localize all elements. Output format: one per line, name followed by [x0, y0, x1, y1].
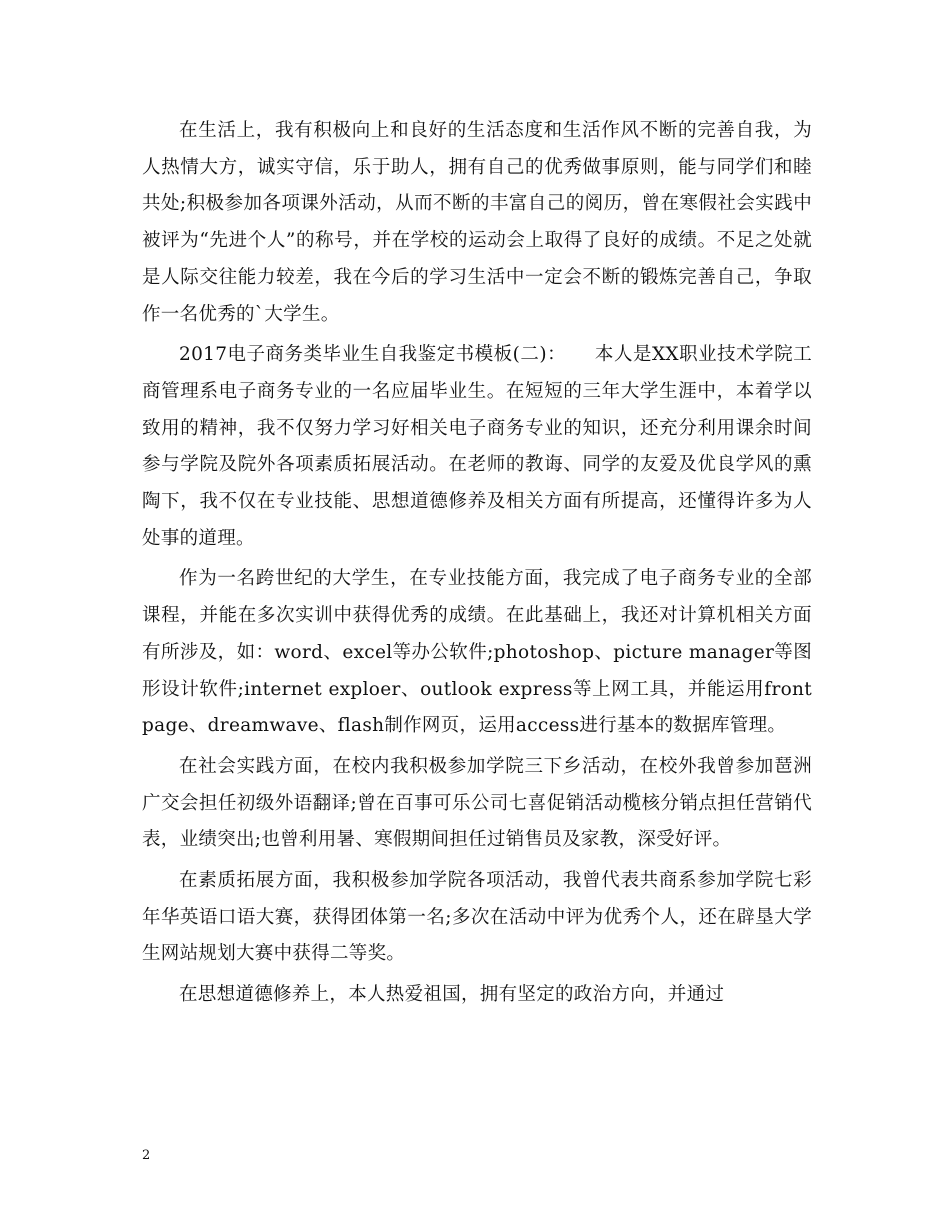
paragraph-self-appraisal-intro: 2017电子商务类毕业生自我鉴定书模板(二)： 本人是XX职业技术学院工商管理系电子商务专业的一名应届毕业生。在短短的三年大学生涯中，本着学以致用的精神，我不仅努力学习好相关电子商务专业的知识，还充分利用课余时间参与学院及院外各项素质拓展活动。在老师的教诲、同学的友爱及优良学风的熏陶下，我不仅在专业技能、思想道德修养及相关方面有所提高，还懂得许多为人处事的道理。	[142, 344, 812, 549]
paragraph-professional-skills: 作为一名跨世纪的大学生，在专业技能方面，我完成了电子商务专业的全部课程，并能在多次实训中获得优秀的成绩。在此基础上，我还对计算机相关方面有所涉及，如：word、excel等办公软件;photoshop、picture manager等图形设计软件;internet exploer、outlook express等上网工具，并能运用frontpage、dreamwave、flash制作网页，运用access进行基本的数据库管理。	[142, 568, 812, 737]
page-number: 2	[142, 1148, 151, 1163]
paragraph-social-practice: 在社会实践方面，在校内我积极参加学院三下乡活动，在校外我曾参加琶洲广交会担任初级外语翻译;曾在百事可乐公司七喜促销活动榄核分销点担任营销代表，业绩突出;也曾利用暑、寒假期间担任过销售员及家教，深受好评。	[142, 755, 812, 851]
paragraph-quality-development: 在素质拓展方面，我积极参加学院各项活动，我曾代表共商系参加学院七彩年华英语口语大赛，获得团体第一名;多次在活动中评为优秀个人，还在辟垦大学生网站规划大赛中获得二等奖。	[142, 870, 812, 965]
paragraph-life: 在生活上，我有积极向上和良好的生活态度和生活作风不断的完善自我，为人热情大方，诚实守信，乐于助人，拥有自己的优秀做事原则，能与同学们和睦共处;积极参加各项课外活动，从而不断的丰富自己的阅历，曾在寒假社会实践中被评为“先进个人”的称号，并在学校的运动会上取得了良好的成绩。不足之处就是人际交往能力较差，我在今后的学习生活中一定会不断的锻炼完善自己，争取作一名优秀的`大学生。	[142, 120, 812, 325]
document-body	[142, 113, 812, 1018]
paragraph-moral-cultivation: 在思想道德修养上，本人热爱祖国，拥有坚定的政治方向，并通过	[179, 984, 725, 1006]
